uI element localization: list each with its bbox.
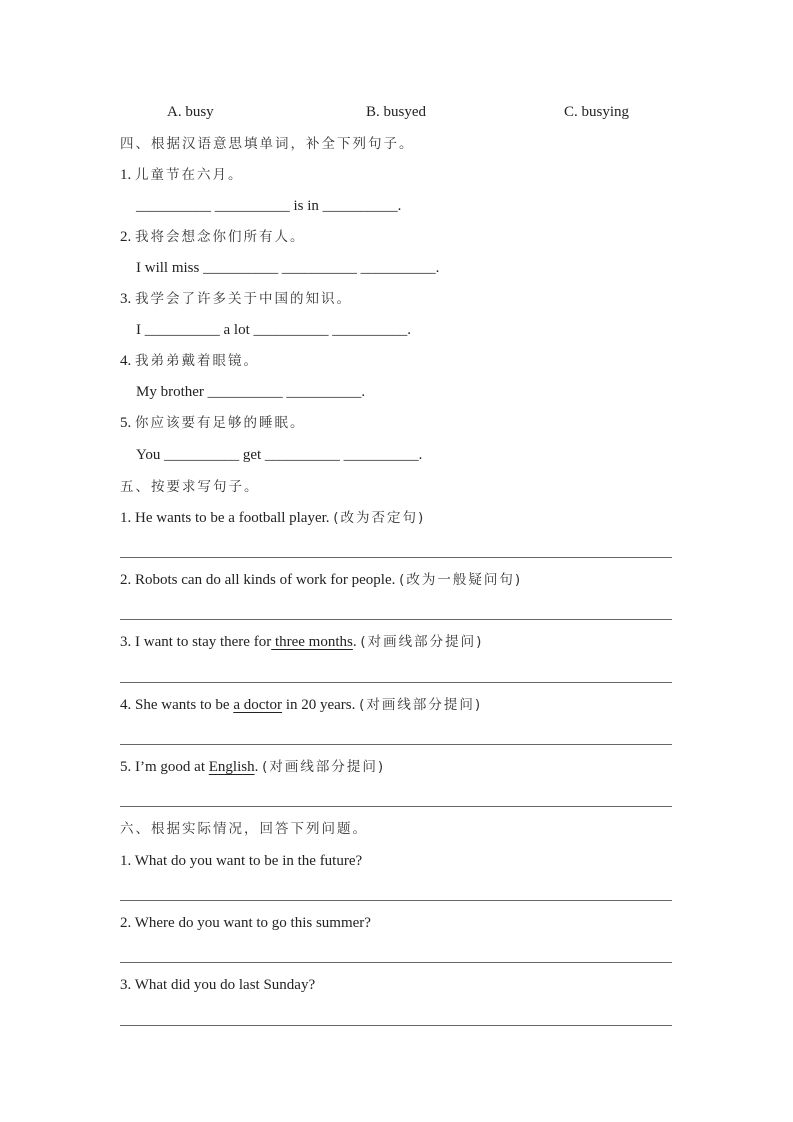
s4-item-1-blank[interactable]: __________ __________ is in __________.: [136, 198, 402, 214]
s4-item-5-blank[interactable]: You __________ get __________ __________.: [136, 447, 423, 463]
answer-line-1[interactable]: [120, 557, 672, 558]
answer-line-5[interactable]: [120, 806, 672, 807]
answer-line-6[interactable]: [120, 900, 672, 901]
section6-heading: 六、根据实际情况，回答下列问题。: [120, 821, 368, 837]
s6-item-2: 2. Where do you want to go this summer?: [120, 915, 371, 931]
section5-heading: 五、按要求写句子。: [120, 479, 260, 495]
s5-item-5: 5. I’m good at English. (对画线部分提问): [120, 759, 386, 775]
option-c: C. busying: [564, 104, 630, 120]
s5-item-4: 4. She wants to be a doctor in 20 years. (对画线部分提问): [120, 697, 483, 713]
s4-item-5-cn: 5. 你应该要有足够的睡眠。: [120, 415, 306, 431]
s5-item-2: 2. Robots can do all kinds of work for people. (改为一般疑问句): [120, 572, 523, 588]
answer-line-3[interactable]: [120, 682, 672, 683]
answer-line-7[interactable]: [120, 962, 672, 963]
s4-item-3-blank[interactable]: I __________ a lot __________ __________.: [136, 322, 411, 338]
option-a: A. busy: [167, 104, 214, 120]
answer-line-8[interactable]: [120, 1025, 672, 1026]
s5-item-3: 3. I want to stay there for three months. (对画线部分提问): [120, 634, 484, 650]
s4-item-4-cn: 4. 我弟弟戴着眼镜。: [120, 353, 259, 369]
s4-item-2-cn: 2. 我将会想念你们所有人。: [120, 229, 306, 245]
answer-line-2[interactable]: [120, 619, 672, 620]
option-b: B. busyed: [366, 104, 426, 120]
s4-item-4-blank[interactable]: My brother __________ __________.: [136, 384, 366, 400]
s6-item-3: 3. What did you do last Sunday?: [120, 977, 316, 993]
s5-item-1: 1. He wants to be a football player. (改为否定句): [120, 510, 426, 526]
answer-line-4[interactable]: [120, 744, 672, 745]
s6-item-1: 1. What do you want to be in the future?: [120, 853, 363, 869]
s4-item-1-cn: 1. 儿童节在六月。: [120, 167, 244, 183]
section4-heading: 四、根据汉语意思填单词，补全下列句子。: [120, 136, 415, 152]
s4-item-3-cn: 3. 我学会了许多关于中国的知识。: [120, 291, 352, 307]
s4-item-2-blank[interactable]: I will miss __________ __________ __________.: [136, 260, 440, 276]
